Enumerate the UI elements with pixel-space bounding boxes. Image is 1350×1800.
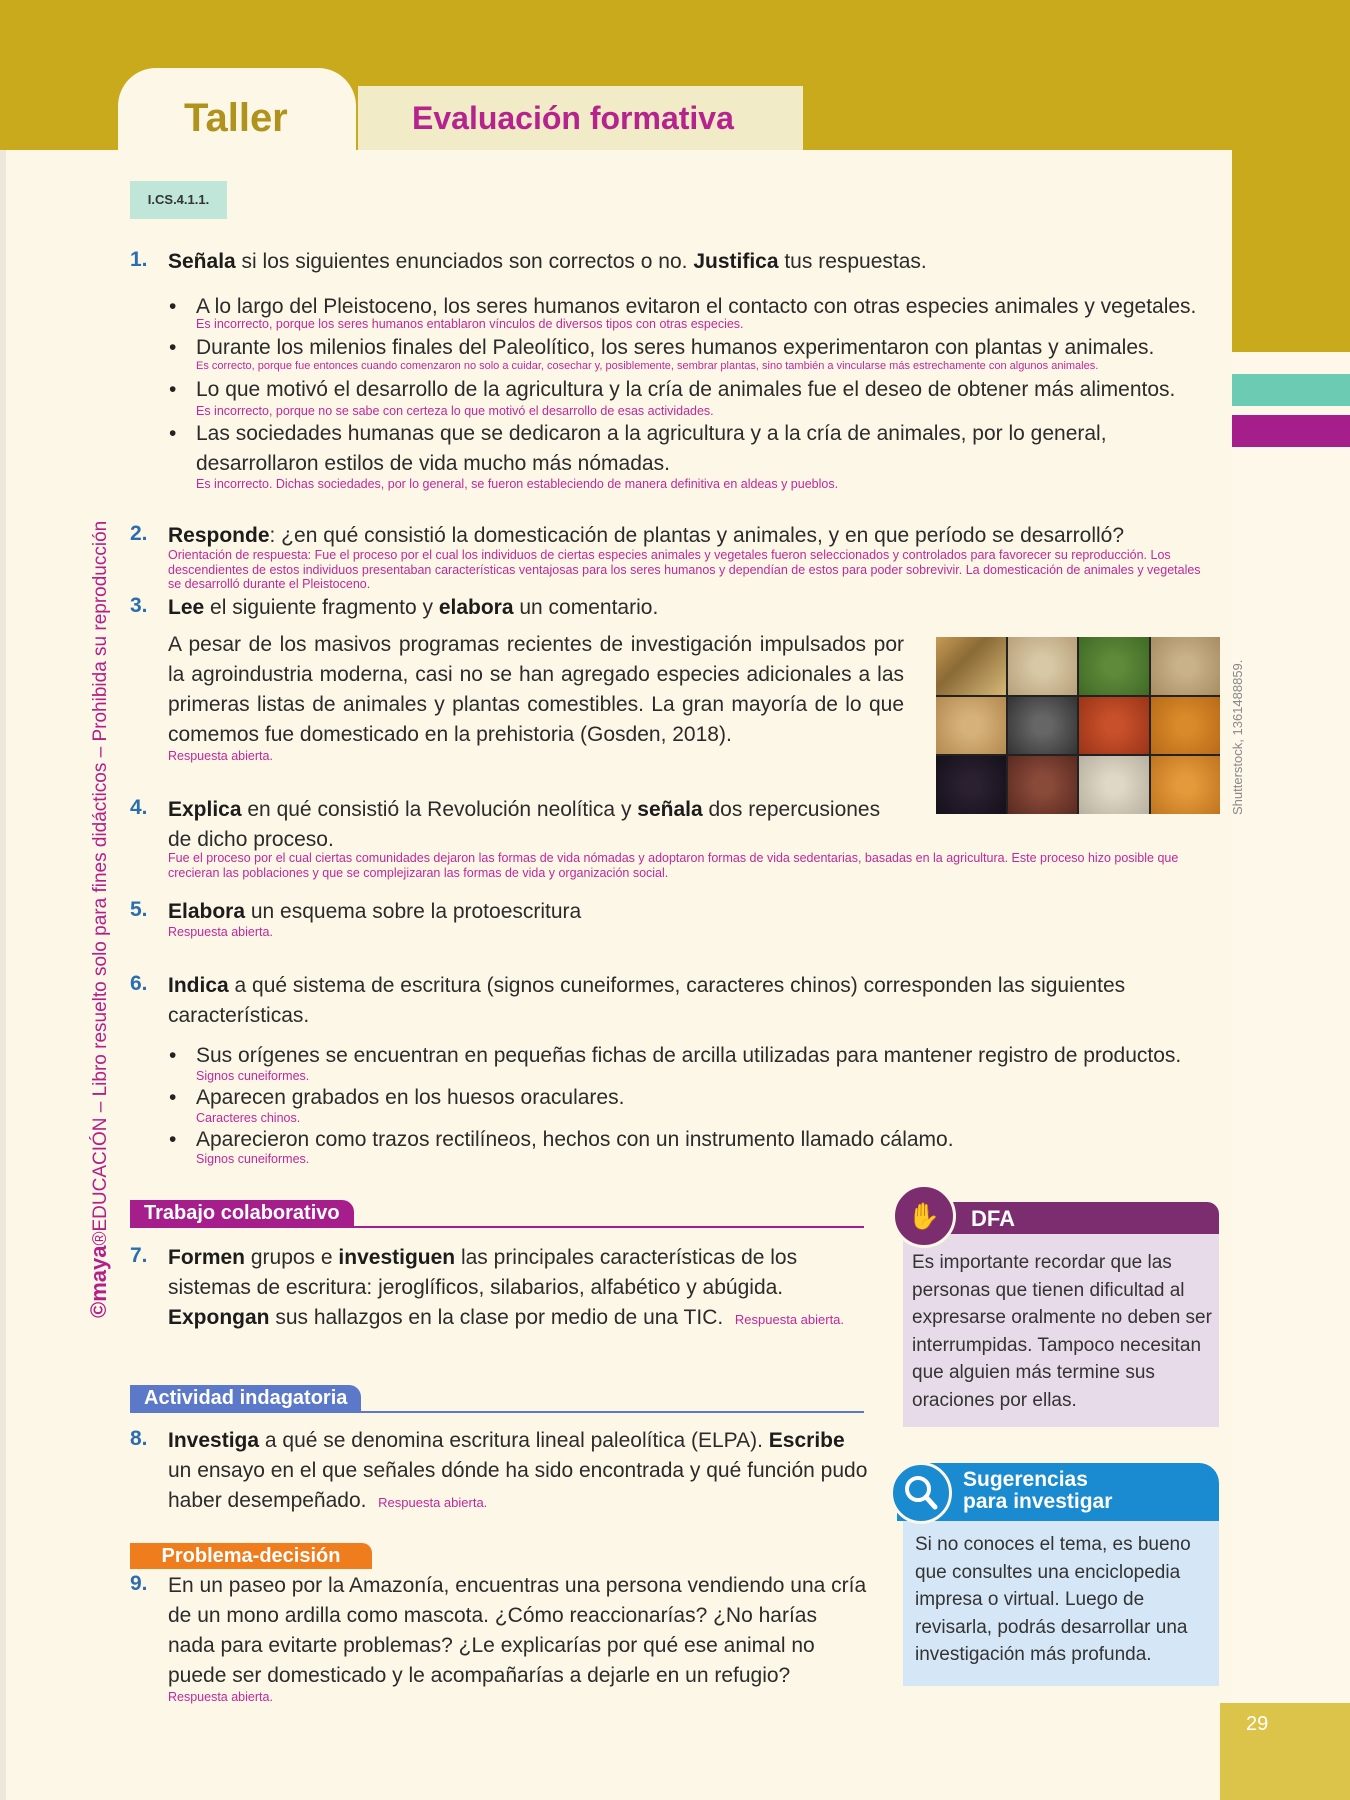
q8-answer: Respuesta abierta. — [378, 1495, 488, 1510]
q2-answer: Orientación de respuesta: Fue el proceso por el cual los individuos de ciertas especies animales y vegetales fueron seleccionados y controlados para favorecer su reproducción. Los descendientes de estos individuos presentaban características ventajosas para los seres humanos y dependían de estos para poder sobrevivir. La domesticación de animales y vegetales se desarrolló durante el Pleistoceno. — [168, 548, 1201, 591]
right-magenta-tab — [1232, 415, 1350, 447]
q7-prompt: Formen grupos e investiguen las principales características de los sistemas de escritura: jeroglíficos, silabarios, alfabético y abúgida. Expongan sus hallazgos en la clase por medio de una TIC. Respuesta abierta. — [168, 1246, 845, 1329]
q5-prompt: Elabora un esquema sobre la protoescritura — [168, 900, 582, 923]
q2-number: 2. — [130, 522, 148, 545]
section-actividad-indagatoria: Actividad indagatoria — [130, 1385, 361, 1411]
q6-answer-3: Signos cuneiformes. — [196, 1152, 310, 1166]
side-rest: ®EDUCACIÓN – Libro resuelto solo para fines didácticos – Prohibida su reproducción — [90, 520, 111, 1246]
dfa-title: DFA — [971, 1206, 1015, 1231]
sugerencias-title-1: Sugerencias — [963, 1468, 1088, 1491]
magnifier-icon — [890, 1462, 952, 1524]
tab-taller — [118, 68, 356, 153]
tab-evaluacion — [358, 86, 803, 150]
tab-evaluacion-label: Evaluación formativa — [412, 100, 734, 136]
q1-item-4: • Las sociedades humanas que se dedicaron a la agricultura y a la cría de animales, por lo general, desarrollaron estilos de vida mucho más nómadas. — [196, 419, 1226, 479]
q9-answer: Respuesta abierta. — [168, 1690, 273, 1704]
q6-item-1: • Sus orígenes se encuentran en pequeñas fichas de arcilla utilizadas para mantener registro de productos. — [196, 1041, 1226, 1071]
page-number-box — [1220, 1703, 1350, 1800]
q7-number: 7. — [130, 1244, 148, 1267]
page-number: 29 — [1246, 1713, 1269, 1735]
q6-number: 6. — [130, 972, 148, 995]
photo-credit: Shutterstock, 1361488859. — [1230, 659, 1245, 815]
q1-item-2: • Durante los milenios finales del Paleolítico, los seres humanos experimentaron con plantas y animales. — [196, 333, 1226, 363]
q3-prompt: Lee el siguiente fragmento y elabora un comentario. — [168, 596, 659, 619]
q8-number: 8. — [130, 1427, 148, 1450]
dfa-header — [915, 1202, 1219, 1234]
q1-item-3: • Lo que motivó el desarrollo de la agricultura y la cría de animales fue el deseo de obtener más alimentos. — [196, 375, 1226, 405]
q6-item-3: • Aparecieron como trazos rectilíneos, hechos con un instrumento llamado cálamo. — [196, 1125, 1226, 1155]
q1-number: 1. — [130, 248, 148, 271]
q6-prompt: Indica a qué sistema de escritura (signos cuneiformes, caracteres chinos) corresponden las siguientes características. — [168, 974, 1126, 1027]
q4-prompt: Explica en qué consistió la Revolución neolítica y señala dos repercusiones de dicho proceso. — [168, 798, 881, 851]
sugerencias-text: Si no conoces el tema, es bueno que consultes una enciclopedia impresa o virtual. Luego de revisarla, podrás desarrollar una investigación más profunda. — [915, 1534, 1191, 1665]
q6-answer-2: Caracteres chinos. — [196, 1111, 301, 1125]
q8-prompt: Investiga a qué se denomina escritura lineal paleolítica (ELPA). Escribe un ensayo en el que señales dónde ha sido encontrada y qué función pudo haber desempeñado. Respuesta abierta. — [168, 1429, 868, 1512]
q1-answer-3: Es incorrecto, porque no se sabe con certeza lo que motivó el desarrollo de esas actividades. — [196, 404, 714, 418]
q9-number: 9. — [130, 1572, 148, 1595]
section-trabajo-colaborativo: Trabajo colaborativo — [130, 1200, 354, 1226]
q1-item-1: • A lo largo del Pleistoceno, los seres humanos evitaron el contacto con otras especies animales y vegetales. — [196, 292, 1226, 322]
q1-answer-1: Es incorrecto, porque los seres humanos entablaron vínculos de diversos tipos con otras especies. — [196, 317, 744, 331]
q3-number: 3. — [130, 594, 148, 617]
q3-answer: Respuesta abierta. — [168, 749, 273, 763]
side-copyright — [86, 521, 112, 1318]
q1-answer-2: Es correcto, porque fue entonces cuando comenzaron no solo a cuidar, cosechar y, posiblemente, sembrar plantas, sino también a vincularse más estrechamente con algunos animales. — [196, 360, 1099, 372]
q5-answer: Respuesta abierta. — [168, 925, 273, 939]
section-problema-decision: Problema-decisión — [130, 1543, 372, 1569]
grains-photo — [936, 637, 1220, 814]
q2-prompt: Responde: ¿en qué consistió la domesticación de plantas y animales, y en que período se desarrolló? — [168, 524, 1125, 547]
dfa-text: Es importante recordar que las personas que tienen dificultad al expresarse oralmente no deben ser interrumpidas. Tampoco necesitan que alguien más termine sus oraciones por ellas. — [912, 1252, 1212, 1411]
hands-icon: ✋ — [892, 1184, 956, 1248]
q9-prompt: En un paseo por la Amazonía, encuentras una persona vendiendo una cría de un mono ardilla como mascota. ¿Cómo reaccionarías? ¿No harías nada para evitarte problemas? ¿Le explicarías por qué ese animal no puede ser domesticado y le acompañarías a dejarle en un refugio? — [168, 1574, 867, 1687]
sugerencias-title-2: para investigar — [963, 1490, 1113, 1513]
q1-answer-4: Es incorrecto. Dichas sociedades, por lo general, se fueron estableciendo de manera definitiva en aldeas y pueblos. — [196, 477, 839, 491]
side-brand: ©maya — [86, 1245, 111, 1318]
q6-item-2: • Aparecen grabados en los huesos oraculares. — [196, 1083, 1226, 1113]
q6-answer-1: Signos cuneiformes. — [196, 1069, 310, 1083]
q3-quote: A pesar de los masivos programas recientes de investigación impulsados por la agroindustria moderna, casi no se han agregado especies adicionales a las primeras listas de animales y plantas comestibles. La gran mayoría de lo que comemos fue domesticado en la prehistoria (Gosden, 2018). — [168, 633, 904, 746]
right-gold-band — [1232, 0, 1350, 352]
right-teal-tab — [1232, 374, 1350, 406]
q4-number: 4. — [130, 796, 148, 819]
section-trabajo-line — [130, 1226, 864, 1228]
q4-answer: Fue el proceso por el cual ciertas comunidades dejaron las formas de vida nómadas y adoptaron formas de vida sedentarias, basadas en la agricultura. Este proceso hizo posible que crecieran las poblaciones y que se complejizaran las formas de vida y organización social. — [168, 851, 1179, 880]
q1-prompt: Señala si los siguientes enunciados son correctos o no. Justifica tus respuestas. — [168, 250, 927, 273]
q5-number: 5. — [130, 898, 148, 921]
indicator-code-badge: I.CS.4.1.1. — [130, 181, 227, 219]
tab-taller-label: Taller — [184, 96, 288, 140]
q7-answer: Respuesta abierta. — [734, 1312, 845, 1327]
section-actividad-line — [130, 1411, 864, 1413]
